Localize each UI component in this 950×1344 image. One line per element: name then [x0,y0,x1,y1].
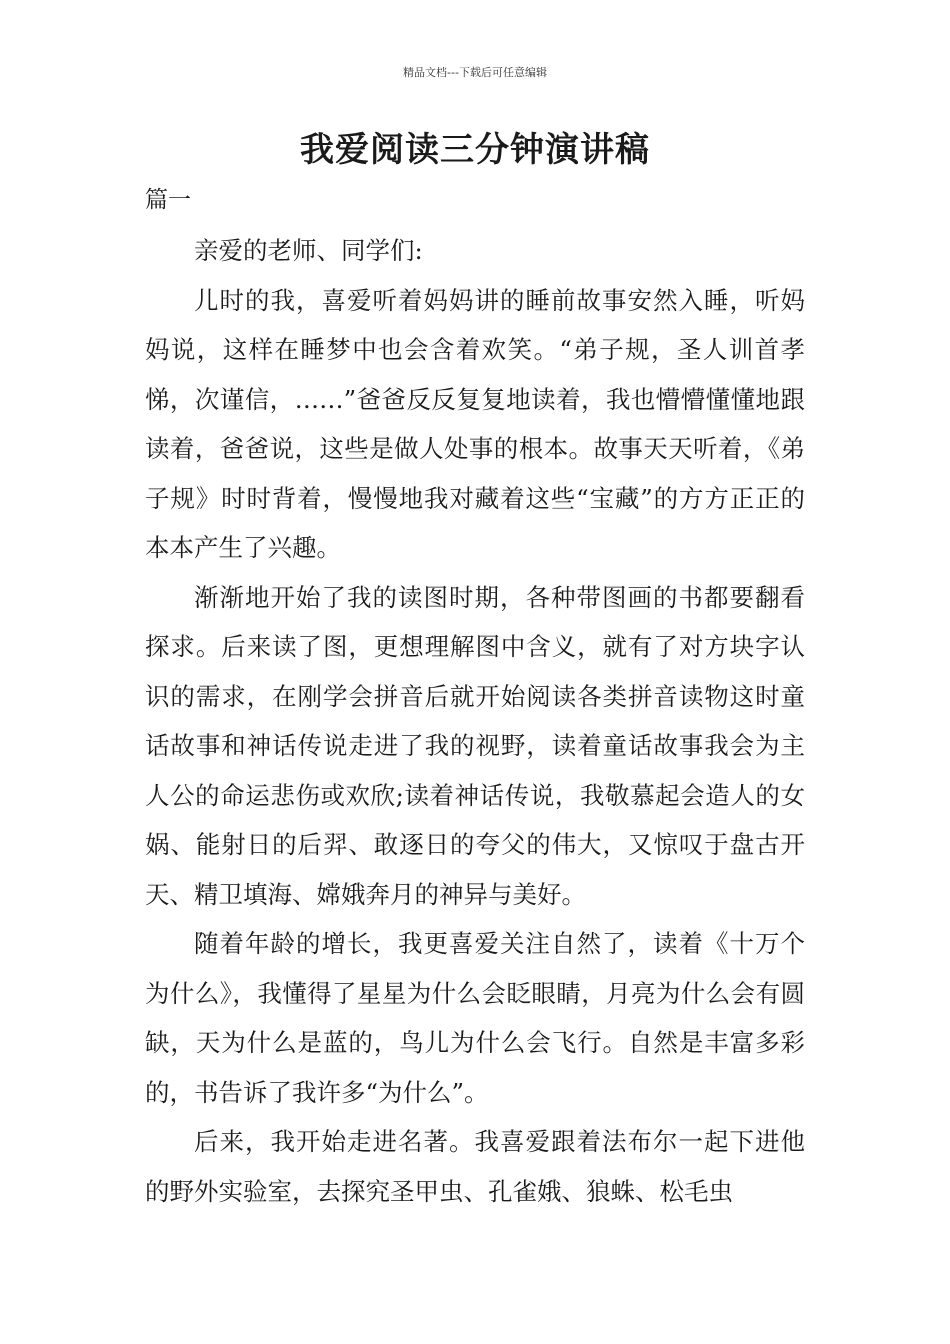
header-note: 精品文档---下载后可任意编辑 [403,66,547,79]
paragraph: 随着年龄的增长，我更喜爱关注自然了，读着《十万个为什么》，我懂得了星星为什么会眨眼睛，月亮为什么会有圆缺，天为什么是蓝的，鸟儿为什么会飞行。自然是丰富多彩的，书告诉了我许多“为什么”。 [145,929,805,1107]
paragraph: 后来，我开始走进名著。我喜爱跟着法布尔一起下进他的野外实验室，去探究圣甲虫、孔雀娥、狼蛛、松毛虫 [145,1127,805,1206]
section-label: 篇一 [145,187,191,213]
paragraph: 儿时的我，喜爱听着妈妈讲的睡前故事安然入睡，听妈妈说，这样在睡梦中也会含着欢笑。“弟子规，圣人训首孝悌，次谨信，……”爸爸反反复复地读着，我也懵懵懂懂地跟读着，爸爸说，这些是做人处事的根本。故事天天听着，《弟子规》时时背着，慢慢地我对藏着这些“宝藏”的方方正正的本本产生了兴趣。 [145,285,805,562]
paragraph: 渐渐地开始了我的读图时期，各种带图画的书都要翻看探求。后来读了图，更想理解图中含义，就有了对方块字认识的需求，在刚学会拼音后就开始阅读各类拼音读物这时童话故事和神话传说走进了我的视野，读着童话故事我会为主人公的命运悲伤或欢欣;读着神话传说，我敬慕起会造人的女娲、能射日的后羿、敢逐日的夸父的伟大，又惊叹于盘古开天、精卫填海、嫦娥奔月的神异与美好。 [145,582,805,909]
paragraph-greeting: 亲爱的老师、同学们: [194,236,423,265]
document-title: 我爱阅读三分钟演讲稿 [300,130,650,170]
body-text [145,226,805,1216]
